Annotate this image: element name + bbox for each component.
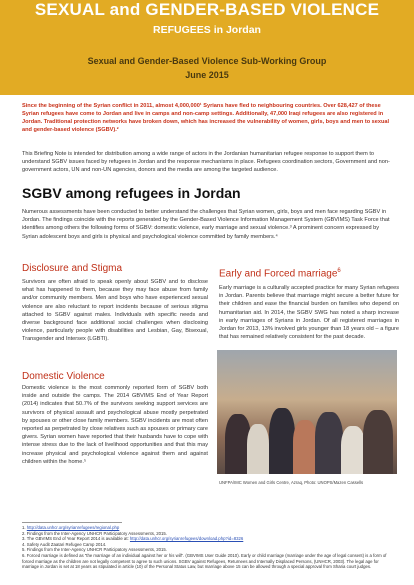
footnote-text: Safety Audit Zaatari Refugee Camp 2014.: [26, 541, 107, 547]
footnote-divider: [22, 522, 122, 523]
footnote-link[interactable]: http://data.unhcr.org/syrianrefugees/regional.php: [26, 525, 120, 530]
heading-early-marriage-text: Early and Forced marriage: [219, 268, 338, 280]
intro-paragraph: Since the beginning of the Syrian conflict in 2011, almost 4,000,000¹ Syrians have fled to neighbouring countries. Over 628,427 of these Syrian refugees have come to Jordan and live in camps and non-camp settings. Additionally, 47,000 Iraqi refugees are also registered in Jordan. Traditional protection networks have broken down, which has increased the vulnerability of women, girls, boys and men to sexual and gender-based violence (SGBV).²: [22, 103, 390, 133]
disclosure-text: Survivors are often afraid to speak openly about SGBV and to disclose what has happened to them, because they may face abuse from family and/or community members. Men and boys who have experienced sexual violence are also reluctant to report incidents because of serious stigma attached to SGBV against males. Individuals with specific needs and diverse background face additional social challenges when disclosing violence, particularly people with disabilities and Lesbian, Gay, Bisexual, Transgender and Intersex (LGBTI).: [22, 279, 208, 343]
footnote-text: The GBVIMS End of Year Report 2014 is available at:: [26, 536, 129, 542]
briefing-note-paragraph: This Briefing Note is intended for distribution among a wide range of actors in the Jordanian humanitarian refugee response to support them to understand SGBV issues faced by refugees in Jordan and the response mechanisms in place. Refugees coordination sectors, Government and non-government actors, UN and non-UN agencies, donors and the media are among the targeted audience.: [22, 151, 390, 174]
footnote-number: 3.: [22, 536, 26, 542]
heading-domestic-violence: Domestic Violence: [22, 371, 105, 382]
heading-early-marriage-sup: 6: [337, 268, 341, 274]
heading-disclosure: Disclosure and Stigma: [22, 263, 123, 274]
footnote-number: 2.: [22, 530, 26, 536]
footnote-number: 6.: [22, 552, 26, 558]
footnote-text: Findings from the Inter-Agency UNHCR Participatory Assessments, 2015.: [26, 530, 167, 536]
photo-women-centre: [217, 350, 397, 474]
footnote-link[interactable]: http://data.unhcr.org/syrianrefugees/download.php?id=8326: [129, 536, 244, 542]
header-banner: [0, 0, 414, 95]
page-title: SEXUAL and GENDER-BASED VIOLENCE: [34, 0, 380, 19]
publication-date: June 2015: [185, 70, 229, 80]
early-marriage-text: Early marriage is a culturally accepted practice for many Syrian refugees in Jordan. Parents believe that marriage might secure a better future for their children and ease the financial burden on families who depend on humanitarian aid. In 2014, the SGBV SWG has noted a sharp increase in early marriages of Syrians in Jordan. Of all registered marriages in Jordan for 2013, 13% involved girls younger than 18 years old – a figure that has remained relatively consistent for the past decade.: [219, 285, 399, 341]
footnote-number: 5.: [22, 547, 26, 553]
working-group: Sexual and Gender-Based Violence Sub-Working Group: [87, 56, 327, 66]
footnote-text: Forced marriage is defined as “the marriage of an individual against her or his will”. (GBVIMS User Guide 2010). Early or child marriage (marriage under the age of legal consent) is a form of forced marriage as the children are not legally competent to agree to such unions. SGBV against Refugees, Returnees and Internally Displaced Persons, (UNHCR, 2003). The legal age for marriage in Jordan is set at 18 years as stipulated in article (10) of the Personal Status Law, but marriage above 15 can be allowed through a special approval from Sharia court judges.: [22, 552, 387, 570]
footnote-6: [22, 553, 394, 570]
footnote-number: 4.: [22, 541, 26, 547]
section-heading-sgbv: SGBV among refugees in Jordan: [22, 185, 241, 201]
page-subtitle: REFUGEES in Jordan: [153, 24, 261, 36]
footnote-text: Findings from the Inter-Agency UNHCR Participatory Assessments, 2015.: [26, 547, 167, 553]
domestic-violence-text: Domestic violence is the most commonly reported form of SGBV both inside and outside the camps. The 2014 GBVIMS End of Year Report (2014) indicates that 50.7% of the survivors seeking support services are survivors of physical assault and psychological abuse mostly perpetrated by spouses or other close family members. SGBV incidents are most often reported as perpetrated by close relatives such as spouses or primary care givers. Syrian women have reported that their husbands have to cope with intense stress due to the lack of livelihood opportunities and that this may increase physical and psychological violence against them and against children within the home.⁵: [22, 385, 208, 465]
photo-caption: UNFPA/IMC Women and Girls Centre, Azraq, Photo: UNOPS/Mazen Cassells: [219, 480, 364, 485]
footnote-number: 1.: [22, 525, 26, 530]
footnotes-list: [22, 525, 394, 570]
section-paragraph-sgbv: Numerous assessments have been conducted to better understand the challenges that Syrian women, girls, boys and men face regarding SGBV in Jordan. The findings coincide with the reports generated by the Gender-Based Violence Information Management System (GBVIMS) Task Force that identifies among others the following forms of SGBV: domestic violence, early marriage and sexual violence.³ A prominent concern expressed by Syrian adolescent boys and girls is physical and psychological violence committed by family members.⁴: [22, 209, 390, 240]
heading-early-marriage: [219, 268, 341, 279]
